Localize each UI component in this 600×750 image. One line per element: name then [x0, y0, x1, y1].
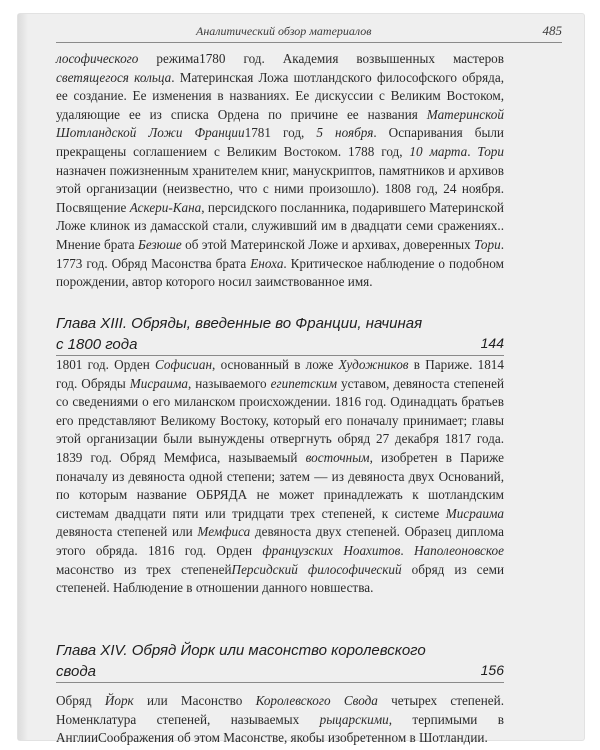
running-head [56, 24, 562, 43]
italic-text-run: светящегося кольца [56, 69, 172, 85]
text-run: Соображения об этом Масонстве, якобы изобретенном в Шотландии. [98, 730, 488, 746]
chapter-heading-14 [56, 640, 504, 683]
italic-text-run: Безюше [138, 236, 182, 252]
chapter-page-ref: 144 [480, 335, 504, 351]
chapter-heading-13 [56, 313, 504, 356]
italic-text-run: восточным [305, 449, 370, 465]
italic-text-run: Тори [474, 236, 501, 252]
text-run: в Париже. 1814 год. Обряды [56, 357, 504, 391]
text-run: . Материнская Ложа шотландского философского обряда, ее создание. Ее изменения в названиях. Ее дискуссии с Великим Востоком, удаляющие ее из списка Ордена по причине ее названия [56, 69, 504, 122]
text-run: . Оспаривания были прекращены соглашением с Великим Востоком. 1788 год, [56, 125, 504, 159]
italic-text-run: французских Ноахитов [262, 542, 401, 558]
chapter-title-line-1: Глава XIII. Обряды, введенные во Франции, начиная [56, 315, 423, 332]
text-run: уставом, девяноста степеней со сведениями о его миланском происхождении. 1816 год. Одинадцать братьев его представляют Великому Востоку, который его поначалу принимает; главы этой организации были вынуждены отвергнуть обряд 27 декабря 1817 года. 1839 год. Обряд Мемфиса, называемый [56, 375, 504, 465]
chapter-14-paragraph [56, 692, 504, 748]
text-run: , основанный в ложе [212, 357, 339, 372]
text-run: об этой Материнской Ложе и архивах, доверенных [181, 236, 475, 252]
italic-text-run: Королевского Свода [255, 693, 378, 708]
text-run: , персидского посланника, подарившего Материнской Ложе клинок из дамасской стали, служивший им в двадцати семи сражениях.. Мнение брата [56, 199, 504, 252]
text-run: . Критическое наблюдение о подобном порождении, автор которого носил заимствованное имя. [56, 255, 504, 290]
italic-text-run: Софисиан [155, 357, 213, 372]
italic-text-run: Художников [338, 357, 409, 372]
italic-text-run: Мемфиса [197, 524, 251, 540]
italic-text-run: Мисраима [129, 375, 188, 391]
italic-text-run: Еноха [250, 255, 284, 271]
text-run: или Масонство [133, 693, 256, 708]
chapter-title-line-2: свода [56, 663, 96, 680]
text-run: назначен пожизненным хранителем книг, манускриптов, памятников и архивов этой организации (неизвестно, что с ними произошло). 1808 год, 24 ноября. Посвящение [56, 162, 504, 215]
page-gutter-shadow [18, 14, 28, 740]
text-run: , терпимыми в Англии [56, 711, 504, 746]
running-title: Аналитический обзор материалов [196, 24, 372, 38]
page-number: 485 [542, 23, 562, 38]
text-run: девяноста степеней или [56, 524, 198, 540]
italic-text-run: Наполеоновское [414, 542, 504, 558]
text-run: 1801 год. Орден [56, 357, 155, 372]
text-run: Обряд [56, 693, 105, 708]
italic-text-run: Мисраима [445, 505, 504, 521]
italic-text-run: 10 марта [409, 143, 468, 159]
italic-text-run: рыцарскими [319, 711, 389, 727]
text-run: . 1773 год. Обряд Масонства брата [56, 236, 505, 271]
text-run: четырех степеней. Номенклатура степеней, называемых [56, 693, 504, 727]
chapter-page-ref: 156 [480, 662, 504, 678]
text-run: . [400, 542, 415, 558]
text-run: обряд из семи степеней. Наблюдение в отношении данного новшества. [56, 561, 505, 596]
italic-text-run: Материнской Шотландской Ложи Франции [56, 106, 504, 141]
text-run: девяноста двух степеней. Образец диплома этого обряда. 1816 год. Орден [56, 524, 504, 558]
text-run: , изобретен в Париже поначалу из девяноста одной степени; затем — из девяноста двух Оснований, по которым название ОБРЯДА не может принадлежать к шотландским системам двадцати пяти или тридцати трех степеней, к системе [56, 449, 504, 521]
text-run: , называемого [187, 375, 271, 391]
chapter-13-paragraph [56, 356, 504, 598]
italic-text-run: Йорк [104, 693, 134, 708]
italic-text-run: Аскери-Кана [129, 199, 202, 215]
text-run: режима1780 год. Академия возвышенных мастеров [138, 51, 504, 66]
text-run: 1781 год, [244, 125, 317, 141]
italic-text-run: египетским [270, 375, 338, 391]
section-paragraph-1 [56, 50, 504, 292]
text-run: . [467, 143, 478, 159]
chapter-title-line-1: Глава XIV. Обряд Йорк или масонство королевского [56, 642, 426, 659]
italic-text-run: 5 ноября [316, 125, 374, 141]
text-run: масонство из трех степеней [56, 561, 232, 577]
chapter-title-line-2: с 1800 года [56, 336, 138, 353]
italic-text-run: Тори [477, 143, 504, 159]
italic-text-run: Персидский философический [231, 561, 402, 577]
italic-text-run: лософического [56, 51, 139, 66]
